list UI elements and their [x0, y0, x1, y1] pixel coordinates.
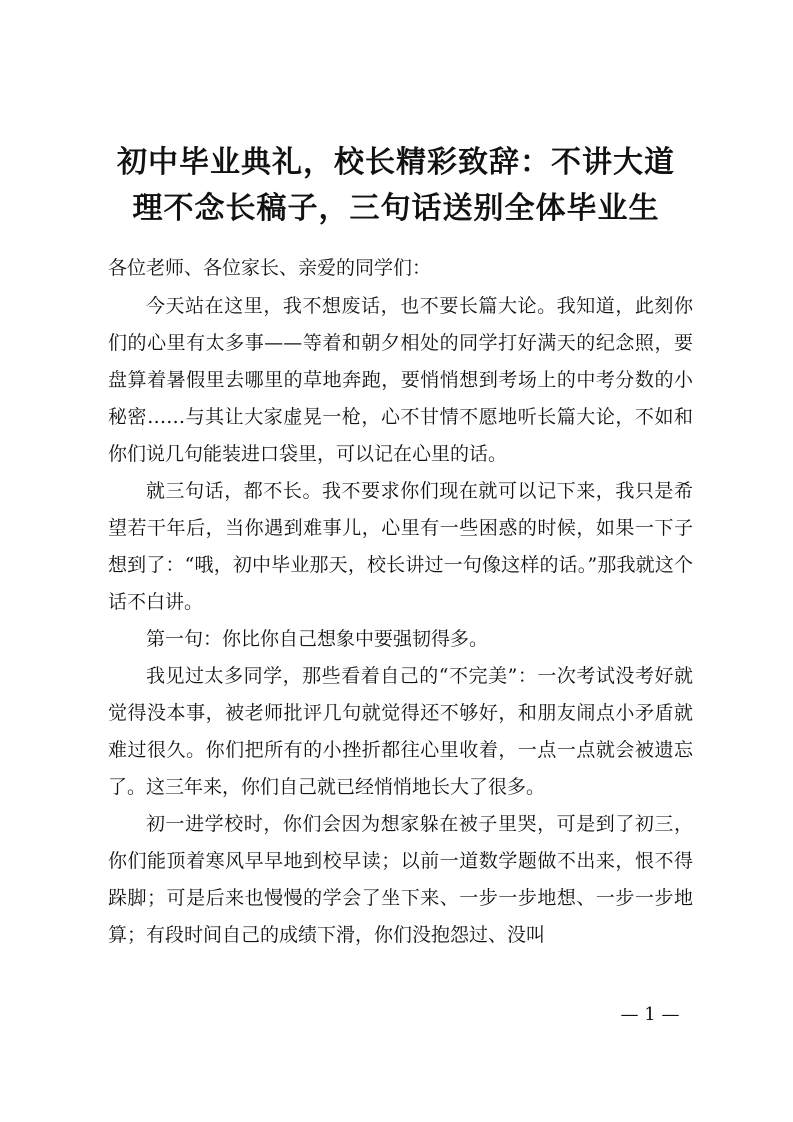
document-title [96, 140, 696, 232]
title-line-2: 理不念长稿子，三句话送别全体毕业生 [132, 191, 660, 226]
paragraph-3: 第一句：你比你自己想象中要强韧得多。 [146, 628, 489, 650]
page-number: — 1 — [620, 1004, 680, 1025]
paragraph-1: 今天站在这里，我不想废话，也不要长篇大论。我知道，此刻你们的心里有太多事——等着和朝夕相处的同学打好满天的纪念照，要盘算着暑假里去哪里的草地奔跑，要悄悄想到考场上的中考分数的小秘密……与其让大家虚晃一枪，心不甘情不愿地听长篇大论，不如和你们说几句能装进口袋里，可以记在心里的话。 [108, 295, 693, 465]
title-line-1: 初中毕业典礼，校长精彩致辞：不讲大道 [117, 145, 675, 180]
paragraph-5: 初一进学校时，你们会因为想家躲在被子里哭，可是到了初三，你们能顶着寒风早早地到校早读；以前一道数学题做不出来，恨不得跺脚；可是后来也慢慢的学会了坐下来、一步一步地想、一步一步地算；有段时间自己的成绩下滑，你们没抱怨过、没叫 [108, 813, 693, 946]
paragraph-2: 就三句话，都不长。我不要求你们现在就可以记下来，我只是希望若干年后，当你遇到难事儿，心里有一些困惑的时候，如果一下子想到了：“哦，初中毕业那天，校长讲过一句像这样的话。”那我就这个话不白讲。 [108, 480, 693, 613]
document-body [108, 250, 693, 954]
salutation: 各位老师、各位家长、亲爱的同学们： [108, 257, 432, 279]
paragraph-4: 我见过太多同学，那些看着自己的“不完美”：一次考试没考好就觉得没本事，被老师批评几句就觉得还不够好，和朋友闹点小矛盾就难过很久。你们把所有的小挫折都往心里收着，一点一点就会被遗忘了。这三年来，你们自己就已经悄悄地长大了很多。 [108, 665, 693, 798]
